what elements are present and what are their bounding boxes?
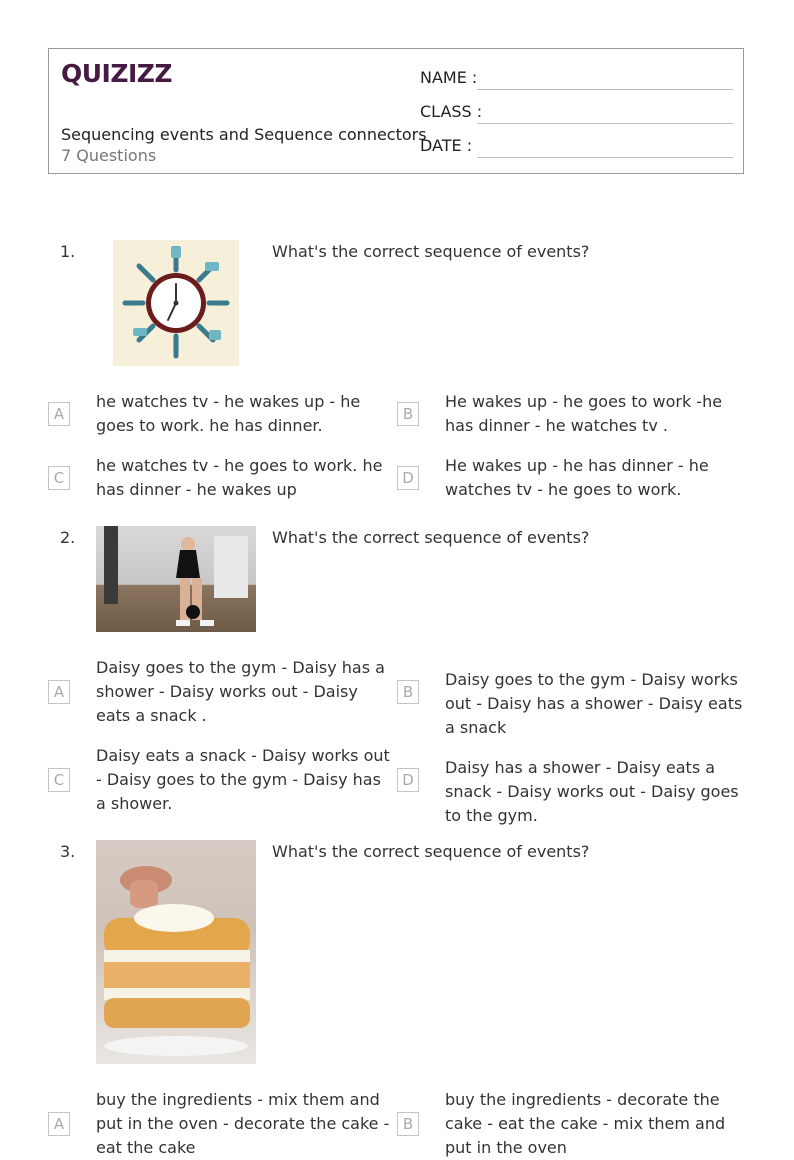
option-d-text: He wakes up - he has dinner - he watches tv - he goes to work. [445, 456, 709, 499]
date-label: DATE : [420, 136, 473, 155]
worksheet-header [48, 48, 744, 174]
clock-image [113, 240, 239, 366]
option-c-text: Daisy eats a snack - Daisy works out - Daisy goes to the gym - Daisy has a shower. [96, 746, 390, 813]
option-a-box[interactable]: A [48, 1112, 70, 1136]
question-number: 1. [60, 242, 76, 261]
option-c-box[interactable]: C [48, 466, 70, 490]
option-a-box[interactable]: A [48, 680, 70, 704]
worksheet-title: Sequencing events and Sequence connectors [61, 125, 427, 144]
gym-photo [96, 526, 256, 632]
option-c-box[interactable]: C [48, 768, 70, 792]
option-b-box[interactable]: B [397, 680, 419, 704]
quizizz-logo: QUIZIZZ [61, 59, 173, 88]
option-b-box[interactable]: B [397, 1112, 419, 1136]
class-line[interactable] [477, 123, 733, 124]
class-label: CLASS : [420, 102, 483, 121]
option-a-text: buy the ingredients - mix them and put in the oven - decorate the cake - eat the cake [96, 1090, 390, 1157]
question-number: 2. [60, 528, 76, 547]
option-d-text: Daisy has a shower - Daisy eats a snack - Daisy works out - Daisy goes to the gym. [445, 758, 739, 825]
option-d-box[interactable]: D [397, 768, 419, 792]
option-a-box[interactable]: A [48, 402, 70, 426]
option-b-text: buy the ingredients - decorate the cake - eat the cake - mix them and put in the oven [445, 1090, 726, 1157]
option-a-text: he watches tv - he wakes up - he goes to work. he has dinner. [96, 392, 361, 435]
cake-photo [96, 840, 256, 1064]
question-text: What's the correct sequence of events? [272, 242, 590, 261]
question-text: What's the correct sequence of events? [272, 528, 590, 547]
option-d-box[interactable]: D [397, 466, 419, 490]
date-line[interactable] [477, 157, 733, 158]
option-a-text: Daisy goes to the gym - Daisy has a shower - Daisy works out - Daisy eats a snack . [96, 658, 385, 725]
name-line[interactable] [477, 89, 733, 90]
option-b-text: Daisy goes to the gym - Daisy works out - Daisy has a shower - Daisy eats a snack [445, 670, 743, 737]
question-count: 7 Questions [61, 146, 157, 165]
question-text: What's the correct sequence of events? [272, 842, 590, 861]
option-c-text: he watches tv - he goes to work. he has dinner - he wakes up [96, 456, 383, 499]
name-label: NAME : [420, 68, 478, 87]
question-number: 3. [60, 842, 76, 861]
option-b-box[interactable]: B [397, 402, 419, 426]
option-b-text: He wakes up - he goes to work -he has dinner - he watches tv . [445, 392, 723, 435]
